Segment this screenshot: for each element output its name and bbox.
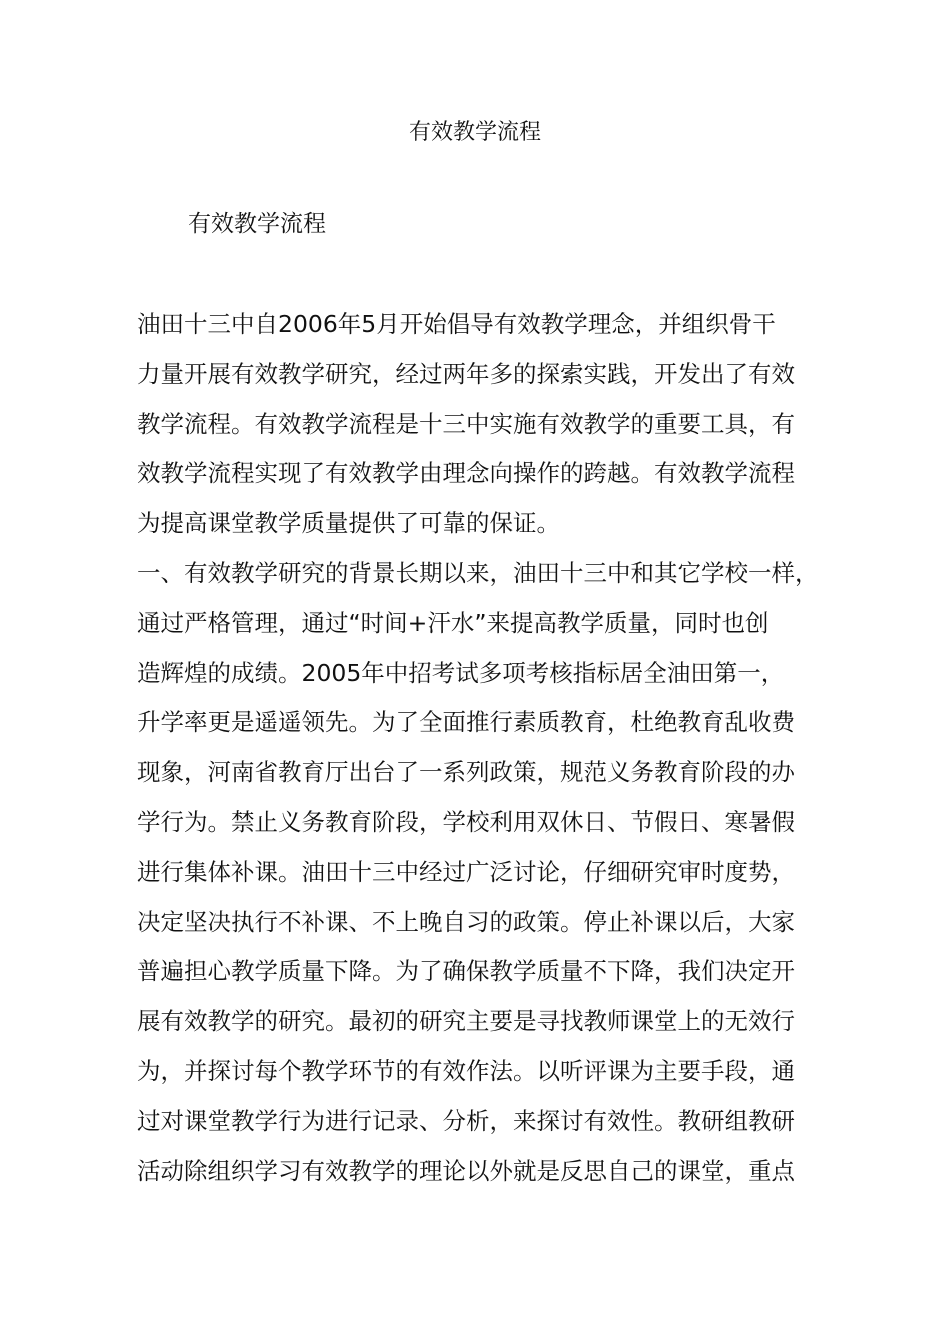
body-line: 普遍担心教学质量下降。为了确保教学质量不下降，我们决定开 xyxy=(137,957,795,986)
body-line: 为提高课堂教学质量提供了可靠的保证。 xyxy=(137,509,560,538)
document-subtitle: 有效教学流程 xyxy=(188,211,326,237)
body-line: 教学流程。有效教学流程是十三中实施有效教学的重要工具，有 xyxy=(137,409,795,438)
body-line: 现象，河南省教育厅出台了一系列政策，规范义务教育阶段的办 xyxy=(137,758,795,787)
body-line: 力量开展有效教学研究，经过两年多的探索实践，开发出了有效 xyxy=(137,359,795,388)
body-line: 通过严格管理，通过“时间+汗水”来提高教学质量，同时也创 xyxy=(137,608,769,637)
body-line: 决定坚决执行不补课、不上晚自习的政策。停止补课以后，大家 xyxy=(137,907,795,936)
body-line: 效教学流程实现了有效教学由理念向操作的跨越。有效教学流程 xyxy=(137,459,795,488)
body-line: 活动除组织学习有效教学的理论以外就是反思自己的课堂，重点 xyxy=(137,1156,795,1185)
body-line: 为，并探讨每个教学环节的有效作法。以听评课为主要手段，通 xyxy=(137,1056,795,1085)
body-line: 油田十三中自2006年5月开始倡导有效教学理念，并组织骨干 xyxy=(137,310,776,338)
body-line: 展有效教学的研究。最初的研究主要是寻找教师课堂上的无效行 xyxy=(137,1007,795,1036)
body-line: 造辉煌的成绩。2005年中招考试多项考核指标居全油田第一， xyxy=(137,658,785,687)
body-line: 学行为。禁止义务教育阶段，学校利用双休日、节假日、寒暑假 xyxy=(137,807,795,836)
body-line: 过对课堂教学行为进行记录、分析，来探讨有效性。教研组教研 xyxy=(137,1106,795,1135)
body-line: 一、有效教学研究的背景长期以来，油田十三中和其它学校一样， xyxy=(137,558,819,587)
document-title: 有效教学流程 xyxy=(408,120,541,145)
body-line: 进行集体补课。油田十三中经过广泛讨论，仔细研究审时度势， xyxy=(137,857,795,886)
document-body xyxy=(137,300,817,1196)
body-line: 升学率更是遥遥领先。为了全面推行素质教育，杜绝教育乱收费 xyxy=(137,708,795,737)
